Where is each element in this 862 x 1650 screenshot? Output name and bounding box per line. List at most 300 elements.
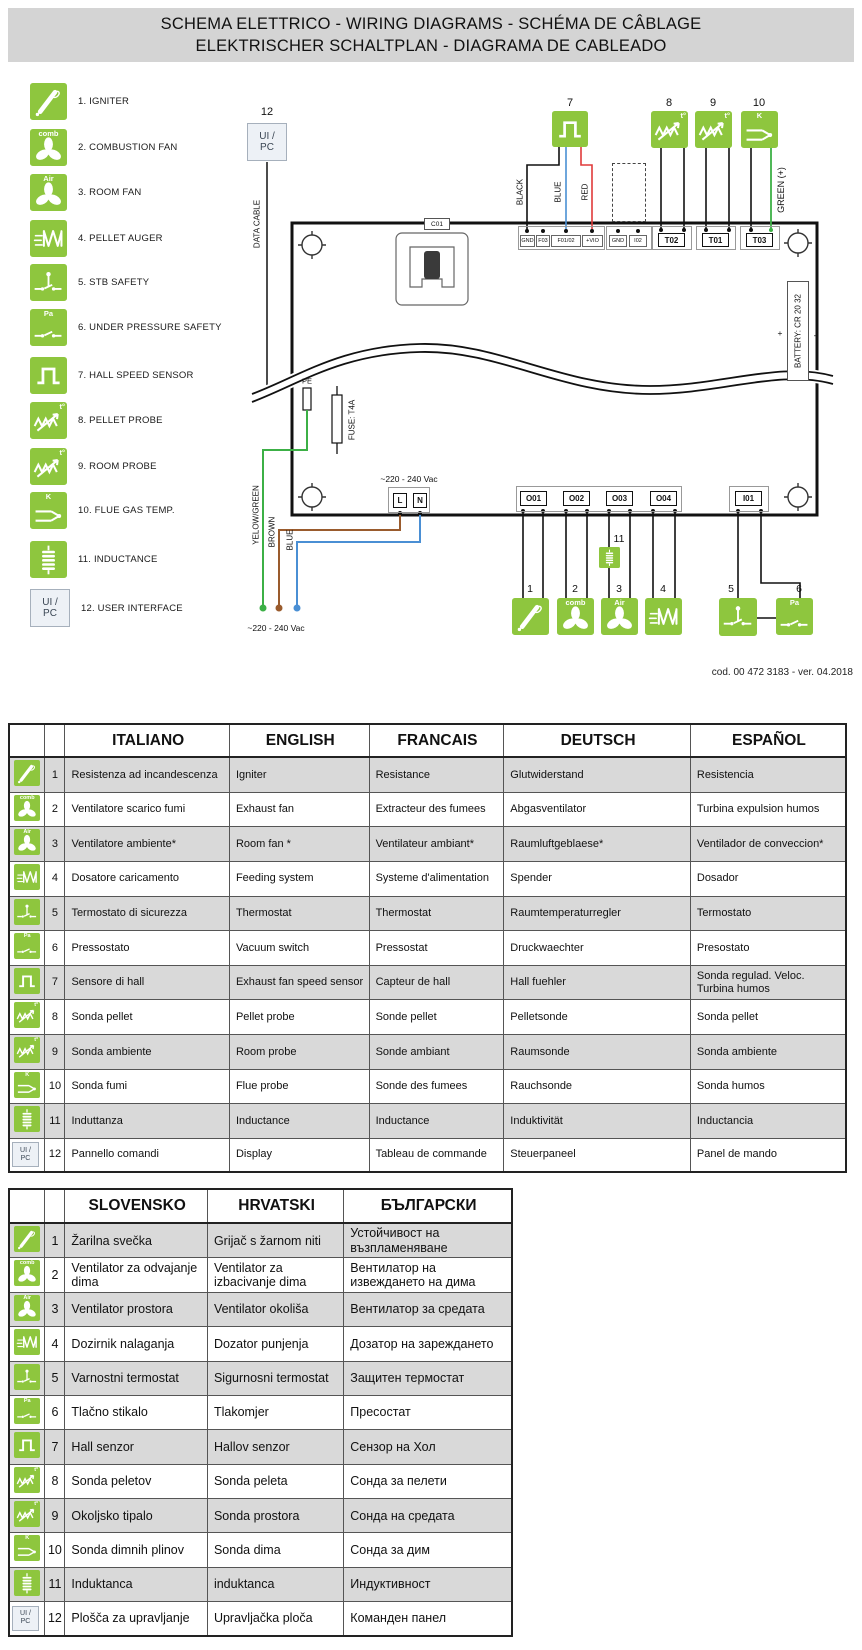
pe-label: PE <box>301 376 313 386</box>
row-icon-cell <box>9 1292 45 1326</box>
row-number: 9 <box>45 1499 65 1533</box>
column-header-italiano: ITALIANO <box>65 724 230 757</box>
hall-icon <box>30 357 67 394</box>
column-header-slovensko: SLOVENSKO <box>65 1189 208 1223</box>
mains-voltage-bottom: ~220 - 240 Vac <box>247 623 305 633</box>
row-number: 6 <box>45 931 65 966</box>
row-icon-cell <box>9 861 45 896</box>
table-cell: Ventilator za izbacivanje dima <box>207 1258 343 1292</box>
table-cell: Extracteur des fumees <box>369 792 504 827</box>
row-number: 12 <box>45 1139 65 1172</box>
row-number: 10 <box>45 1069 65 1104</box>
load-number: 2 <box>572 583 578 595</box>
table-cell: Varnostni termostat <box>65 1361 208 1395</box>
legend-label: 5. STB SAFETY <box>78 276 150 288</box>
table-cell: Inductance <box>229 1104 369 1139</box>
header-num-cell <box>45 1189 65 1223</box>
load-number: 6 <box>796 583 802 595</box>
icon-label: Pa <box>23 933 31 940</box>
table-cell: Ventilatore scarico fumi <box>65 792 230 827</box>
k-icon <box>14 1072 40 1098</box>
table-row <box>9 1000 846 1035</box>
fan-air-icon <box>601 598 638 635</box>
table-cell: Tlačno stikalo <box>65 1395 208 1429</box>
igniter-icon <box>14 1226 40 1252</box>
row-icon-cell <box>9 1464 45 1498</box>
icon-label: Air <box>43 173 54 183</box>
table-row <box>9 1602 512 1636</box>
table-cell: Dozirnik nalaganja <box>65 1327 208 1361</box>
table-cell: Hall fuehler <box>504 965 691 1000</box>
table-cell: Systeme d'alimentation <box>369 861 504 896</box>
connector-t01: T01 <box>702 233 729 247</box>
table-cell: Устойчивост на възпламеняване <box>344 1223 512 1258</box>
auger-icon <box>14 1329 40 1355</box>
table-cell: Abgasventilator <box>504 792 691 827</box>
table-cell: Индуктивност <box>344 1567 512 1601</box>
connector-t02: T02 <box>658 233 685 247</box>
icon-label: K <box>756 111 763 120</box>
table-cell: Resistenza ad incandescenza <box>65 757 230 792</box>
row-number: 6 <box>45 1395 65 1429</box>
ui-pc-icon: UI / PC <box>30 589 70 627</box>
table-cell: Дозатор на зареждането <box>344 1327 512 1361</box>
table-cell: Ventilator okoliša <box>207 1292 343 1326</box>
table-cell: Sonda ambiente <box>65 1035 230 1070</box>
fan-comb-icon <box>557 598 594 635</box>
icon-label: t° <box>34 1466 39 1473</box>
unused-connector <box>612 163 646 222</box>
column-header-deutsch: DEUTSCH <box>504 724 691 757</box>
table-cell: Panel de mando <box>690 1139 846 1172</box>
row-icon-cell <box>9 1430 45 1464</box>
table-cell: Inductance <box>369 1104 504 1139</box>
probe-icon <box>30 402 67 439</box>
translation-table-secondary <box>8 1188 513 1637</box>
battery-minus: - <box>813 330 817 340</box>
row-number: 1 <box>45 1223 65 1258</box>
hall-icon <box>552 111 588 147</box>
table-cell: Termostato di sicurezza <box>65 896 230 931</box>
table-cell: Sonda humos <box>690 1069 846 1104</box>
legend-label: 9. ROOM PROBE <box>78 460 157 472</box>
wire-label-blue: BLUE <box>553 181 563 203</box>
table-header-row <box>9 724 846 757</box>
probe-icon <box>14 1467 40 1493</box>
table-cell: Igniter <box>229 757 369 792</box>
k-icon <box>30 492 67 529</box>
connector-t03: T03 <box>746 233 773 247</box>
table-cell: Sonde ambiant <box>369 1035 504 1070</box>
battery-plus: + <box>777 328 783 338</box>
igniter-icon <box>14 760 40 786</box>
igniter-icon <box>30 83 67 120</box>
stb-icon <box>14 1364 40 1390</box>
table-cell: Sonda dimnih plinov <box>65 1533 208 1567</box>
table-row <box>9 1464 512 1498</box>
stb-icon <box>14 899 40 925</box>
document-code: cod. 00 472 3183 - ver. 04.2018 <box>711 667 853 678</box>
table-cell: Tableau de commande <box>369 1139 504 1172</box>
page-title-line2: ELEKTRISCHER SCHALTPLAN - DIAGRAMA DE CABLEADO <box>195 37 667 55</box>
row-icon-cell <box>9 1258 45 1292</box>
table-row <box>9 1533 512 1567</box>
probe-icon <box>695 111 732 148</box>
table-row <box>9 896 846 931</box>
row-number: 3 <box>45 1292 65 1326</box>
table-row <box>9 1035 846 1070</box>
connector-o03: O03 <box>606 491 633 506</box>
terminal-n: N <box>413 493 427 508</box>
table-cell: Dozator punjenja <box>207 1327 343 1361</box>
column-header-english: ENGLISH <box>229 724 369 757</box>
load-number: 5 <box>728 583 734 595</box>
pin-i02: I02 <box>629 235 647 247</box>
header-icon-cell <box>9 724 45 757</box>
table-cell: Thermostat <box>369 896 504 931</box>
table-cell: Вентилатор на извеждането на дима <box>344 1258 512 1292</box>
table-row <box>9 1069 846 1104</box>
table-cell: Raumluftgeblaese* <box>504 827 691 862</box>
column-header-bulgarian: БЪЛГАРСКИ <box>344 1189 512 1223</box>
table-row <box>9 1223 512 1258</box>
column-header-espanol: ESPAÑOL <box>690 724 846 757</box>
icon-label: t° <box>59 401 65 411</box>
hall-icon <box>14 1432 40 1458</box>
table-cell: Raumtemperaturregler <box>504 896 691 931</box>
data-cable-label: DATA CABLE <box>252 199 262 249</box>
table-cell: Druckwaechter <box>504 931 691 966</box>
table-cell: Ventilador de conveccion* <box>690 827 846 862</box>
igniter-icon <box>512 598 549 635</box>
row-number: 2 <box>45 792 65 827</box>
icon-label: t° <box>34 1501 39 1507</box>
pin-gnd: GND <box>520 235 535 247</box>
legend-label: 10. FLUE GAS TEMP. <box>78 504 175 516</box>
connector-o04: O04 <box>650 491 677 506</box>
probe-icon <box>14 1501 40 1527</box>
table-row <box>9 1327 512 1361</box>
table-cell: Display <box>229 1139 369 1172</box>
probe-icon <box>14 1002 40 1028</box>
table-cell: Raumsonde <box>504 1035 691 1070</box>
table-cell: Room probe <box>229 1035 369 1070</box>
icon-label: K <box>45 491 52 501</box>
table-cell: Сонда на средата <box>344 1499 512 1533</box>
sensor-number: 8 <box>665 97 673 109</box>
table-cell: Hallov senzor <box>207 1430 343 1464</box>
table-cell: Turbina expulsion humos <box>690 792 846 827</box>
probe-icon <box>30 448 67 485</box>
row-icon-cell <box>9 1035 45 1070</box>
table-cell: Sonda pellet <box>65 1000 230 1035</box>
row-number: 3 <box>45 827 65 862</box>
wire-label-yellow-green: YELOW/GREEN <box>251 485 261 545</box>
ui-pc-icon: UI / PC <box>12 1142 39 1167</box>
icon-label: comb <box>38 128 59 138</box>
table-cell: Sigurnosni termostat <box>207 1361 343 1395</box>
ui-pc-number: 12 <box>260 106 274 118</box>
table-cell: Rauchsonde <box>504 1069 691 1104</box>
row-icon-cell <box>9 827 45 862</box>
stb-icon <box>30 264 67 301</box>
icon-label: comb <box>19 794 35 801</box>
table-cell: Grijač s žarnom niti <box>207 1223 343 1258</box>
table-cell: Сонда за дим <box>344 1533 512 1567</box>
table-cell: Sonde pellet <box>369 1000 504 1035</box>
table-row <box>9 1139 846 1172</box>
legend-item <box>30 401 163 439</box>
wire-label-red: RED <box>580 183 590 201</box>
auger-icon <box>645 598 682 635</box>
pin-vio: +VIO <box>582 235 603 247</box>
legend-item <box>30 540 158 578</box>
table-cell: Žarilna svečka <box>65 1223 208 1258</box>
icon-label: t° <box>34 1037 39 1044</box>
fan-comb-icon <box>30 129 67 166</box>
row-number: 8 <box>45 1464 65 1498</box>
hall-icon <box>14 968 40 994</box>
table-cell: Vacuum switch <box>229 931 369 966</box>
table-cell: Ventilator prostora <box>65 1292 208 1326</box>
table-cell: Plošča za upravljanje <box>65 1602 208 1636</box>
fuse-label: FUSE: T4A <box>347 399 357 441</box>
table-cell: Pressostat <box>369 931 504 966</box>
table-cell: Sonda peleta <box>207 1464 343 1498</box>
legend-item <box>30 589 183 627</box>
row-number: 5 <box>45 1361 65 1395</box>
auger-icon <box>30 220 67 257</box>
row-icon-cell <box>9 1499 45 1533</box>
probe-icon <box>651 111 688 148</box>
row-icon-cell <box>9 1000 45 1035</box>
table-cell: Pellet probe <box>229 1000 369 1035</box>
sensor-number: 10 <box>752 97 766 109</box>
table-cell: Сензор на Хол <box>344 1430 512 1464</box>
table-row <box>9 757 846 792</box>
table-cell: Защитен термостат <box>344 1361 512 1395</box>
row-icon-cell <box>9 1223 45 1258</box>
legend-item <box>30 219 163 257</box>
table-cell: Glutwiderstand <box>504 757 691 792</box>
table-row <box>9 1567 512 1601</box>
stb-icon <box>719 598 757 636</box>
legend-label: 3. ROOM FAN <box>78 186 142 198</box>
wire-label-black: BLACK <box>515 178 525 206</box>
pin-f0102: F01/02 <box>551 235 581 247</box>
table-cell: Ventilatore ambiente* <box>65 827 230 862</box>
row-number: 7 <box>45 1430 65 1464</box>
legend-item <box>30 491 175 529</box>
pin-gnd2: GND <box>609 235 627 247</box>
load-number: 3 <box>616 583 622 595</box>
pa-icon <box>14 1398 40 1424</box>
connector-i01: I01 <box>735 491 762 506</box>
inductance-icon <box>30 541 67 578</box>
table-cell: Upravljačka ploča <box>207 1602 343 1636</box>
row-number: 8 <box>45 1000 65 1035</box>
table-row <box>9 861 846 896</box>
header-icon-cell <box>9 1189 45 1223</box>
table-cell: Hall senzor <box>65 1430 208 1464</box>
legend-item <box>30 308 222 346</box>
table-cell: Tlakomjer <box>207 1395 343 1429</box>
pa-icon <box>30 309 67 346</box>
row-number: 11 <box>45 1567 65 1601</box>
fan-comb-icon <box>14 1260 40 1286</box>
table-row <box>9 1361 512 1395</box>
pin-f03: F03 <box>536 235 550 247</box>
legend-label: 11. INDUCTANCE <box>78 553 158 565</box>
table-cell: Sonda ambiente <box>690 1035 846 1070</box>
row-icon-cell <box>9 1361 45 1395</box>
connector-c01: C01 <box>424 218 450 230</box>
row-number: 9 <box>45 1035 65 1070</box>
table-cell: Induttanza <box>65 1104 230 1139</box>
wiring-diagram <box>0 0 862 700</box>
icon-label: Air <box>614 598 625 607</box>
legend-item <box>30 128 177 166</box>
icon-label: Pa <box>789 598 800 607</box>
table-cell: Presostato <box>690 931 846 966</box>
header-num-cell <box>45 724 65 757</box>
icon-label: t° <box>680 111 686 120</box>
battery-label: BATTERY: CR 20 32 <box>793 294 803 368</box>
ui-pc-icon: UI / PC <box>12 1606 39 1631</box>
table-row <box>9 1292 512 1326</box>
table-cell: Вентилатор за средата <box>344 1292 512 1326</box>
table-cell: Spender <box>504 861 691 896</box>
table-cell: Sonda dima <box>207 1533 343 1567</box>
table-cell: Sensore di hall <box>65 965 230 1000</box>
table-cell: Команден панел <box>344 1602 512 1636</box>
column-header-hrvatski: HRVATSKI <box>207 1189 343 1223</box>
row-number: 5 <box>45 896 65 931</box>
legend-item <box>30 447 157 485</box>
translation-table-main <box>8 723 847 1173</box>
inductance-icon <box>14 1106 40 1132</box>
auger-icon <box>14 864 40 890</box>
table-cell: Ventilator za odvajanje dima <box>65 1258 208 1292</box>
table-row <box>9 931 846 966</box>
probe-icon <box>14 1037 40 1063</box>
icon-label: Air <box>23 829 32 836</box>
legend-label: 6. UNDER PRESSURE SAFETY <box>78 321 222 333</box>
row-number: 1 <box>45 757 65 792</box>
table-row <box>9 1499 512 1533</box>
table-row <box>9 1104 846 1139</box>
table-cell: Сонда за пелети <box>344 1464 512 1498</box>
icon-label: comb <box>19 1260 35 1267</box>
row-number: 11 <box>45 1104 65 1139</box>
table-row <box>9 1395 512 1429</box>
icon-label: K <box>25 1535 30 1542</box>
table-cell: Flue probe <box>229 1069 369 1104</box>
sensor-number: 9 <box>709 97 717 109</box>
table-cell: Steuerpaneel <box>504 1139 691 1172</box>
icon-label: K <box>25 1071 30 1078</box>
row-icon-cell <box>9 1327 45 1361</box>
table-cell: Okoljsko tipalo <box>65 1499 208 1533</box>
table-cell: Pressostato <box>65 931 230 966</box>
table-cell: Пресостат <box>344 1395 512 1429</box>
connector-o01: O01 <box>520 491 547 506</box>
table-cell: Induktivität <box>504 1104 691 1139</box>
legend-label: 8. PELLET PROBE <box>78 414 163 426</box>
table-cell: Inductancia <box>690 1104 846 1139</box>
row-icon-cell <box>9 1567 45 1601</box>
table-cell: Sonda pellet <box>690 1000 846 1035</box>
table-row <box>9 792 846 827</box>
row-icon-cell <box>9 757 45 792</box>
icon-label: t° <box>724 111 730 120</box>
row-number: 4 <box>45 1327 65 1361</box>
table-cell: Induktanca <box>65 1567 208 1601</box>
table-cell: Resistencia <box>690 757 846 792</box>
row-icon-cell <box>9 1104 45 1139</box>
table-row <box>9 1258 512 1292</box>
table-header-row <box>9 1189 512 1223</box>
table-cell: Dosatore caricamento <box>65 861 230 896</box>
pa-icon <box>776 598 813 635</box>
table-cell: Sonda fumi <box>65 1069 230 1104</box>
table-row <box>9 965 846 1000</box>
row-icon-cell <box>9 1395 45 1429</box>
inductance-icon <box>14 1570 40 1596</box>
wire-label-brown: BROWN <box>267 516 277 548</box>
table-row <box>9 827 846 862</box>
load-number: 1 <box>527 583 533 595</box>
table-cell: Exhaust fan speed sensor <box>229 965 369 1000</box>
terminal-l: L <box>393 493 407 508</box>
icon-label: comb <box>565 598 586 607</box>
table-cell: Pannello comandi <box>65 1139 230 1172</box>
table-cell: Feeding system <box>229 861 369 896</box>
row-number: 10 <box>45 1533 65 1567</box>
row-icon-cell <box>9 896 45 931</box>
table-cell: Ventilateur ambiant* <box>369 827 504 862</box>
k-icon <box>14 1535 40 1561</box>
wire-label-blue2: BLUE <box>285 529 295 551</box>
icon-label: Pa <box>23 1397 31 1404</box>
fan-comb-icon <box>14 795 40 821</box>
connector-o02: O02 <box>563 491 590 506</box>
row-number: 4 <box>45 861 65 896</box>
row-icon-cell <box>9 965 45 1000</box>
legend-item <box>30 263 149 301</box>
table-cell: Exhaust fan <box>229 792 369 827</box>
table-cell: Sonda peletov <box>65 1464 208 1498</box>
row-icon-cell <box>9 931 45 966</box>
row-icon-cell <box>9 1139 45 1172</box>
row-icon-cell <box>9 1602 45 1636</box>
table-cell: Sonda prostora <box>207 1499 343 1533</box>
table-cell: Room fan * <box>229 827 369 862</box>
fan-air-icon <box>14 829 40 855</box>
row-number: 12 <box>45 1602 65 1636</box>
table-cell: Sonde des fumees <box>369 1069 504 1104</box>
fan-air-icon <box>14 1295 40 1321</box>
icon-label: Air <box>23 1294 32 1301</box>
sensor-number: 7 <box>566 97 574 109</box>
page-title-line1: SCHEMA ELETTRICO - WIRING DIAGRAMS - SCHÉMA DE CÂBLAGE <box>160 14 702 33</box>
legend-label: 12. USER INTERFACE <box>81 602 183 614</box>
legend-item <box>30 356 194 394</box>
load-number: 4 <box>660 583 666 595</box>
mains-voltage-top: ~220 - 240 Vac <box>380 474 438 484</box>
table-row <box>9 1430 512 1464</box>
table-cell: Capteur de hall <box>369 965 504 1000</box>
